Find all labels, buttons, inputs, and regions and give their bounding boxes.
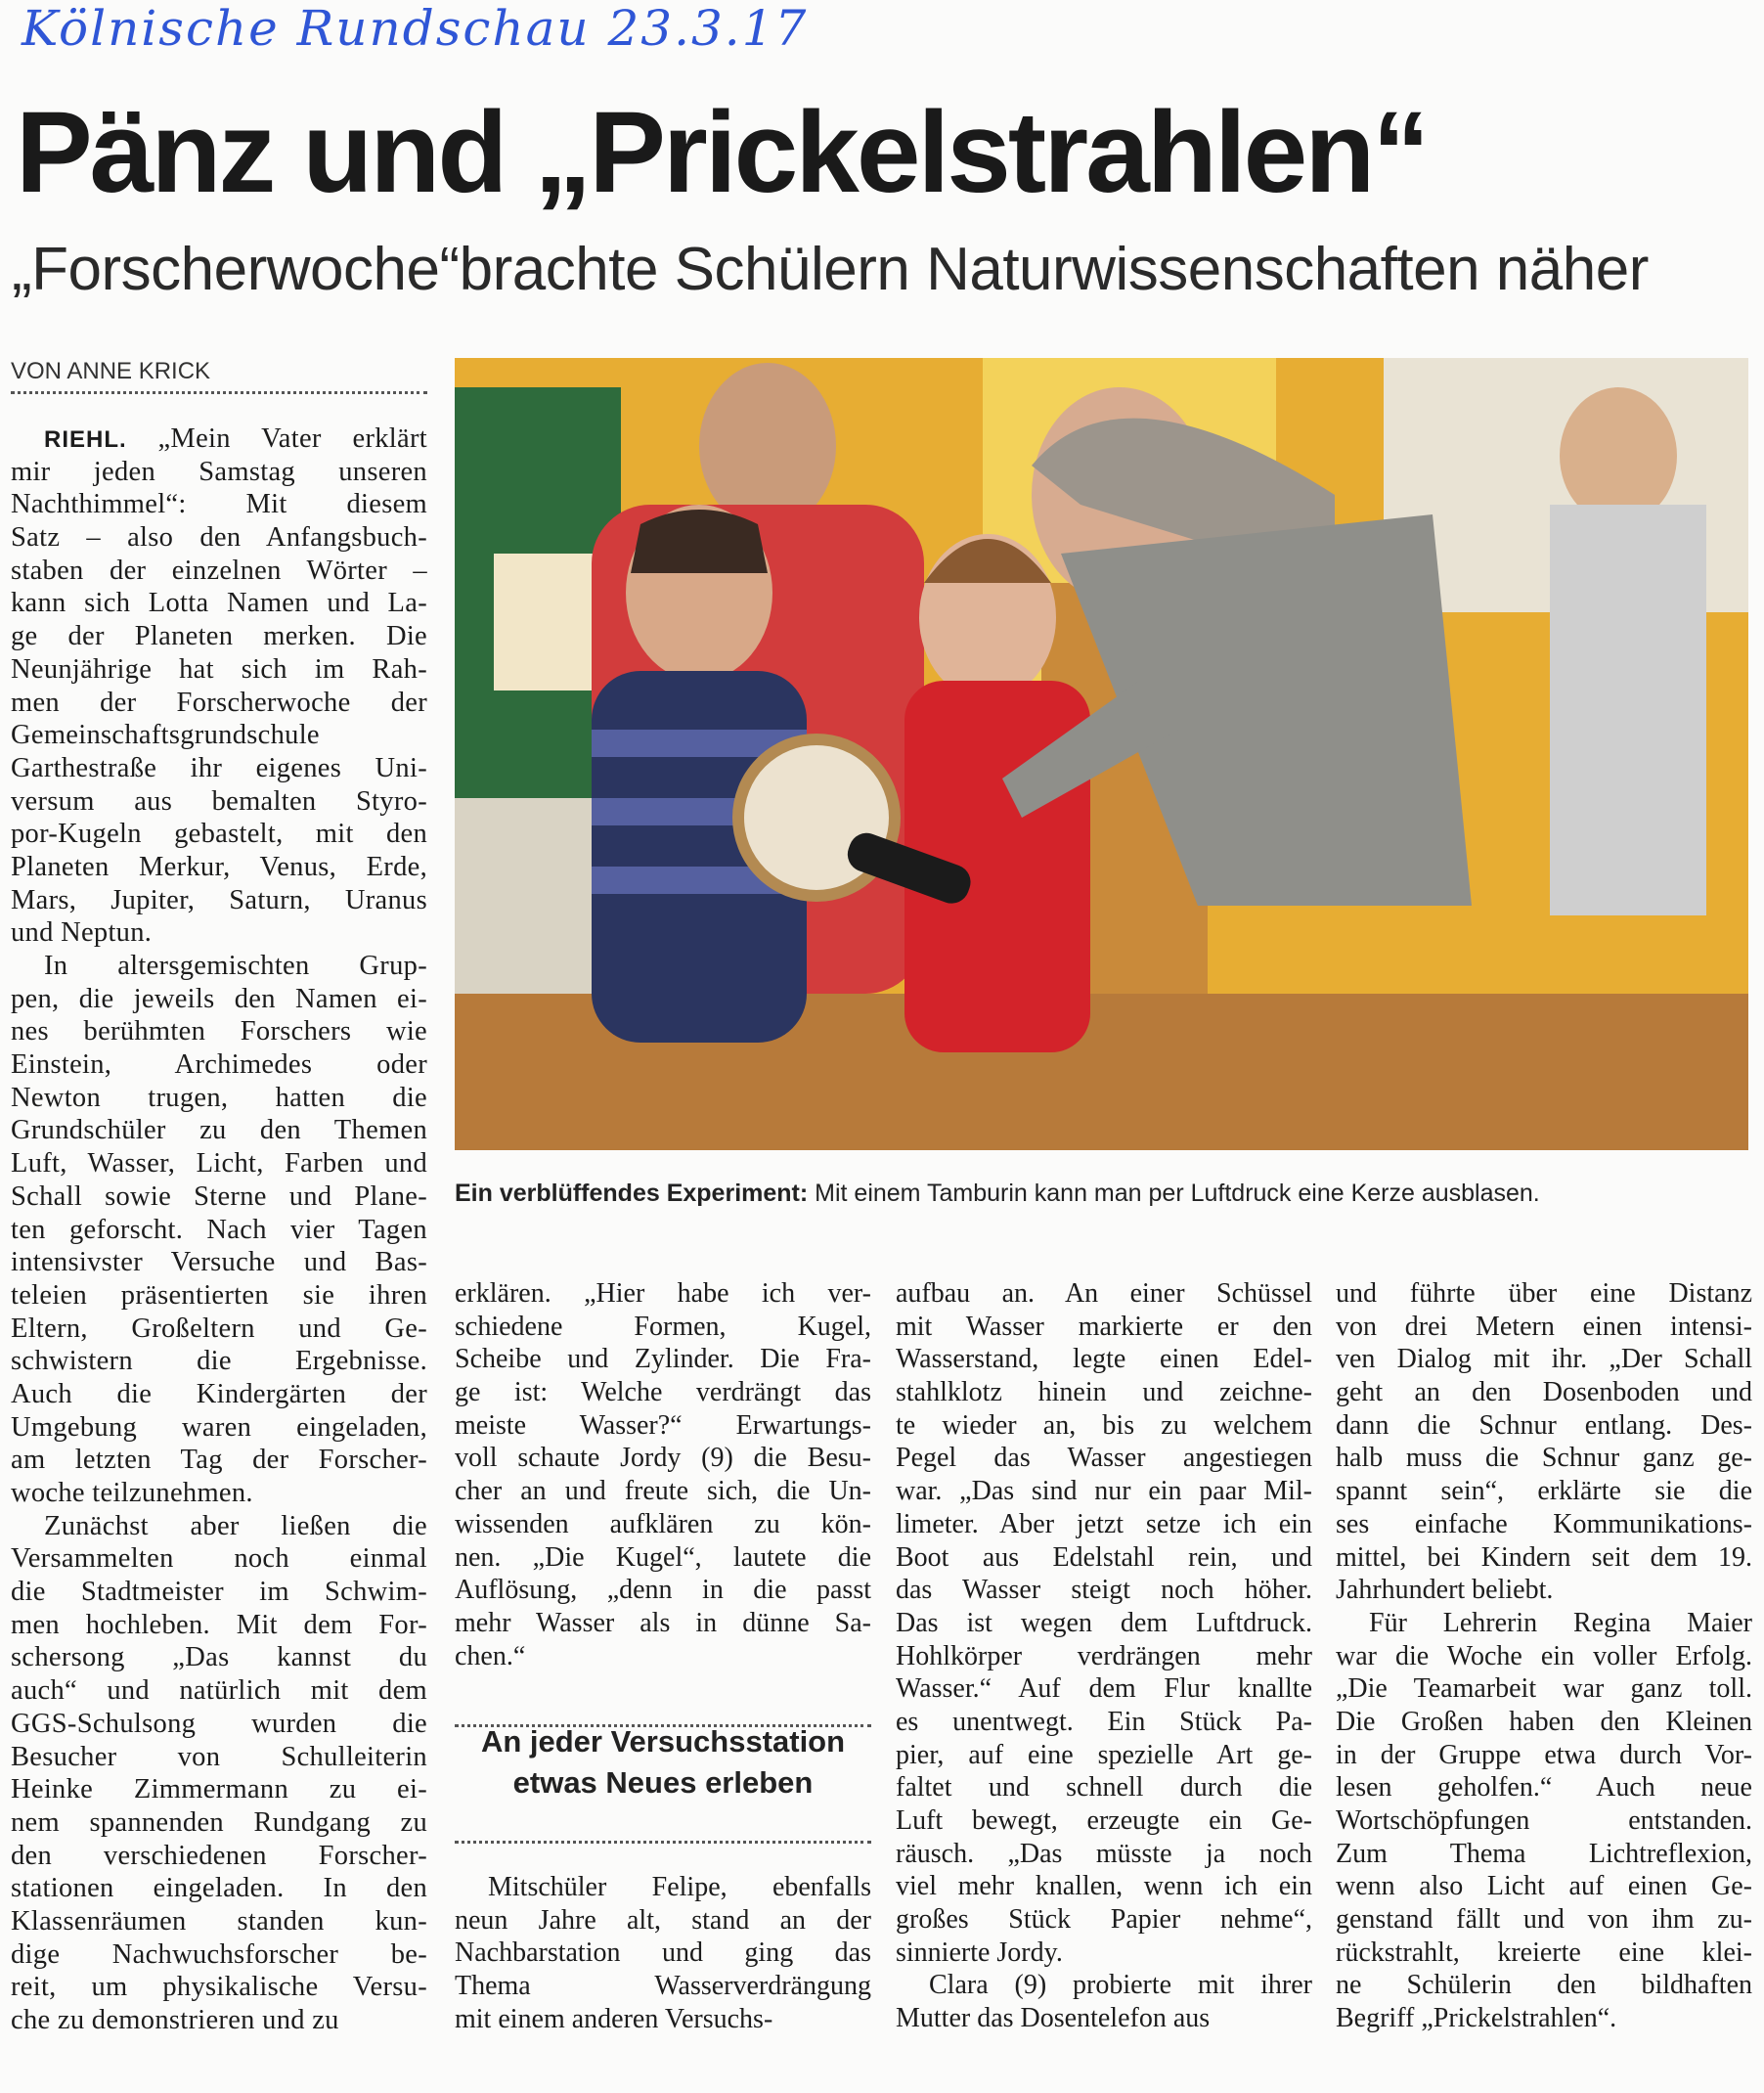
caption-text: Mit einem Tamburin kann man per Luftdruck eine Kerze ausblasen. — [808, 1180, 1540, 1207]
text-line: Wortschöpfungen entstanden. — [1336, 1805, 1752, 1836]
text-line: ten geforscht. Nach vier Tagen — [11, 1214, 427, 1245]
text-line: das Wasser steigt noch höher. — [896, 1575, 1312, 1606]
text-line: räusch. „Das müsste ja noch — [896, 1838, 1312, 1869]
text-line: Eltern, Großeltern und Ge- — [11, 1313, 427, 1344]
text-line: Hohlkörper verdrängen mehr — [896, 1640, 1312, 1671]
text-line: halb muss die Schnur ganz ge- — [1336, 1443, 1752, 1474]
text-line: ven Dialog mit ihr. „Der Schall — [1336, 1344, 1752, 1375]
text-line: Thema Wasserverdrängung — [455, 1971, 871, 2002]
text-line: stationen eingeladen. In den — [11, 1873, 427, 1904]
text-line: Zunächst aber ließen die — [44, 1510, 427, 1541]
text-line: Versammelten noch einmal — [11, 1543, 427, 1575]
text-line: schersong „Das kannst du — [11, 1642, 427, 1673]
text-line: Neunjährige hat sich im Rah- — [11, 653, 427, 685]
text-line: ge ist: Welche verdrängt das — [455, 1377, 871, 1408]
text-line: mir jeden Samstag unseren — [11, 456, 427, 487]
text-line: war die Woche ein voller Erfolg. — [1336, 1640, 1752, 1671]
text-line: großes Stück Papier nehme“, — [896, 1904, 1312, 1936]
text-line: Luft bewegt, erzeugte ein Ge- — [896, 1805, 1312, 1836]
text-line: Einstein, Archimedes oder — [11, 1049, 427, 1081]
text-line: In altersgemischten Grup- — [44, 951, 427, 981]
text-line: Nachbarstation und ging das — [455, 1937, 871, 1969]
text-line: faltet und schnell durch die — [896, 1772, 1312, 1804]
text-line: dige Nachwuchsforscher be- — [11, 1938, 427, 1970]
text-line: Boot aus Edelstahl rein, und — [896, 1541, 1312, 1573]
text-line: mit einem anderen Versuchs- — [455, 2003, 773, 2034]
text-line: schwistern die Ergebnisse. — [11, 1346, 427, 1377]
text-line: Besucher von Schulleiterin — [11, 1741, 427, 1772]
text-line: Clara (9) probierte mit ihrer — [929, 1970, 1312, 2001]
text-line: es unentwegt. Ein Stück Pa- — [896, 1706, 1312, 1737]
text-line: Umgebung waren eingeladen, — [11, 1411, 427, 1443]
text-line: limeter. Aber jetzt setze ich ein — [896, 1508, 1312, 1539]
text-line: Klassenräumen standen kun- — [11, 1905, 427, 1937]
text-line: mittel, bei Kindern seit dem 19. — [1336, 1541, 1752, 1573]
text-line: „Die Teamarbeit war ganz toll. — [1336, 1673, 1752, 1705]
text-line: voll schaute Jordy (9) die Besu- — [455, 1443, 871, 1474]
text-line: teleien präsentierten sie ihren — [11, 1279, 427, 1311]
interheadline-line: etwas Neues erleben — [512, 1765, 814, 1800]
text-line: Wasserstand, legte einen Edel- — [896, 1344, 1312, 1375]
byline-divider — [11, 391, 427, 394]
text-line: Pegel das Wasser angestiegen — [896, 1443, 1312, 1474]
text-line: Auch die Kindergärten der — [11, 1378, 427, 1409]
text-line: ses einfache Kommunikations- — [1336, 1508, 1752, 1539]
text-line-content: „Mein Vater erklärt — [157, 423, 427, 454]
text-line: cher an und freute sich, die Un- — [455, 1476, 871, 1507]
text-line: men hochleben. Mit dem For- — [11, 1609, 427, 1640]
text-line — [11, 423, 427, 456]
text-line: dann die Schnur entlang. Des- — [1336, 1409, 1752, 1441]
text-line: von drei Metern einen intensi- — [1336, 1311, 1752, 1342]
text-line: Die Großen haben den Kleinen — [1336, 1706, 1752, 1737]
text-line: war. „Das sind nur ein paar Mil- — [896, 1476, 1312, 1507]
text-line: Auflösung, „denn in die passt — [455, 1575, 871, 1606]
article-column-4 — [1336, 1277, 1752, 2035]
article-column-3 — [896, 1277, 1312, 2035]
text-line: meiste Wasser?“ Erwartungs- — [455, 1409, 871, 1441]
text-line: am letzten Tag der Forscher- — [11, 1445, 427, 1476]
interheadline-line: An jeder Versuchsstation — [480, 1724, 846, 1759]
dateline: RIEHL. — [44, 426, 127, 453]
text-line: GGS-Schulsong wurden die — [11, 1708, 427, 1739]
text-line: Begriff „Prickelstrahlen“. — [1336, 2003, 1617, 2034]
text-line: mehr Wasser als in dünne Sa- — [455, 1607, 871, 1638]
text-line: in der Gruppe etwa durch Vor- — [1336, 1739, 1752, 1770]
text-line: Luft, Wasser, Licht, Farben und — [11, 1148, 427, 1180]
interheadline — [455, 1721, 871, 1804]
text-line: Nachthimmel“: Mit diesem — [11, 489, 427, 520]
headline: Pänz und „Prickelstrahlen“ — [16, 88, 1428, 217]
text-line: Zum Thema Lichtreflexion, — [1336, 1838, 1752, 1869]
text-line: schiedene Formen, Kugel, — [455, 1311, 871, 1342]
text-line: wissenden aufklären zu kön- — [455, 1508, 871, 1539]
text-line: auch“ und natürlich mit dem — [11, 1675, 427, 1707]
text-line: Newton trugen, hatten die — [11, 1082, 427, 1113]
article-column-1 — [11, 423, 427, 2037]
text-line: men der Forscherwoche der — [11, 687, 427, 718]
text-line: stahlklotz hinein und zeichne- — [896, 1377, 1312, 1408]
text-line: lesen geholfen.“ Auch neue — [1336, 1772, 1752, 1804]
text-line: genstand fällt und von ihm zu- — [1336, 1904, 1752, 1936]
text-line: woche teilzunehmen. — [11, 1478, 253, 1508]
text-line: den verschiedenen Forscher- — [11, 1840, 427, 1871]
text-line: nes berühmten Forschers wie — [11, 1016, 427, 1047]
text-line: te wieder an, bis zu welchem — [896, 1409, 1312, 1441]
text-line: wenn also Licht auf einen Ge- — [1336, 1871, 1752, 1902]
text-line: sinnierte Jordy. — [896, 1937, 1063, 1968]
byline: VON ANNE KRICK — [11, 358, 211, 384]
text-line: Gemeinschaftsgrundschule — [11, 720, 320, 751]
text-line: Heinke Zimmermann zu ei- — [11, 1774, 427, 1805]
text-line: nen. „Die Kugel“, lautete die — [455, 1541, 871, 1573]
text-line: neun Jahre alt, stand an der — [455, 1904, 871, 1936]
text-line: und führte über eine Distanz — [1336, 1278, 1752, 1309]
text-line: reit, um physikalische Versu- — [11, 1972, 427, 2003]
text-line: Scheibe und Zylinder. Die Fra- — [455, 1344, 871, 1375]
text-line: Das ist wegen dem Luftdruck. — [896, 1607, 1312, 1638]
text-line: Mutter das Dosentelefon aus — [896, 2003, 1211, 2034]
text-line: ge der Planeten merken. Die — [11, 621, 427, 652]
text-line: kann sich Lotta Namen und La- — [11, 588, 427, 619]
text-line: geht an den Dosenboden und — [1336, 1377, 1752, 1408]
text-line: aufbau an. An einer Schüssel — [896, 1278, 1312, 1309]
text-line: che zu demonstrieren und zu — [11, 2005, 339, 2035]
text-line: versum aus bemalten Styro- — [11, 785, 427, 817]
text-line: die Stadtmeister im Schwim- — [11, 1577, 427, 1608]
caption-bold: Ein verblüffendes Experiment: — [455, 1180, 809, 1207]
text-line: und Neptun. — [11, 917, 153, 949]
text-line: erklären. „Hier habe ich ver- — [455, 1278, 871, 1309]
interheadline-divider-bottom — [455, 1841, 871, 1844]
article-column-2-continued — [455, 1871, 871, 2035]
text-line: viel mehr knallen, wenn ich ein — [896, 1871, 1312, 1902]
text-line: Grundschüler zu den Themen — [11, 1115, 427, 1146]
text-line: Für Lehrerin Regina Maier — [1369, 1607, 1752, 1638]
text-line: Mars, Jupiter, Saturn, Uranus — [11, 884, 427, 915]
text-line: Garthestraße ihr eigenes Uni- — [11, 752, 427, 783]
article-photo — [455, 358, 1748, 1150]
text-line: ne Schülerin den bildhaften — [1336, 1970, 1752, 2001]
text-line: intensivster Versuche und Bas- — [11, 1247, 427, 1278]
text-line: Planeten Merkur, Venus, Erde, — [11, 851, 427, 882]
text-line: staben der einzelnen Wörter – — [11, 555, 427, 586]
article-column-2 — [455, 1277, 871, 1672]
text-line: Wasser.“ Auf dem Flur knallte — [896, 1673, 1312, 1705]
text-line: mit Wasser markierte er den — [896, 1311, 1312, 1342]
text-line: Jahrhundert beliebt. — [1336, 1575, 1554, 1606]
text-line: Schall sowie Sterne und Plane- — [11, 1180, 427, 1212]
text-line: spannt sein“, erklärte sie die — [1336, 1476, 1752, 1507]
text-line: rückstrahlt, kreierte eine klei- — [1336, 1937, 1752, 1968]
text-line: Mitschüler Felipe, ebenfalls — [488, 1872, 871, 1902]
photo-caption — [455, 1180, 1540, 1208]
subheadline: „Forscherwoche“brachte Schülern Naturwissenschaften näher — [12, 236, 1649, 303]
text-line: nem spannenden Rundgang zu — [11, 1806, 427, 1838]
text-line: chen.“ — [455, 1640, 526, 1671]
text-line: Satz – also den Anfangsbuch- — [11, 522, 427, 554]
classroom-photo-illustration — [455, 358, 1748, 1150]
text-line: por-Kugeln gebastelt, mit den — [11, 819, 427, 850]
handwritten-source-note: Kölnische Rundschau 23.3.17 — [22, 0, 809, 57]
text-line: pen, die jeweils den Namen ei- — [11, 983, 427, 1014]
text-line: pier, auf eine spezielle Art ge- — [896, 1739, 1312, 1770]
